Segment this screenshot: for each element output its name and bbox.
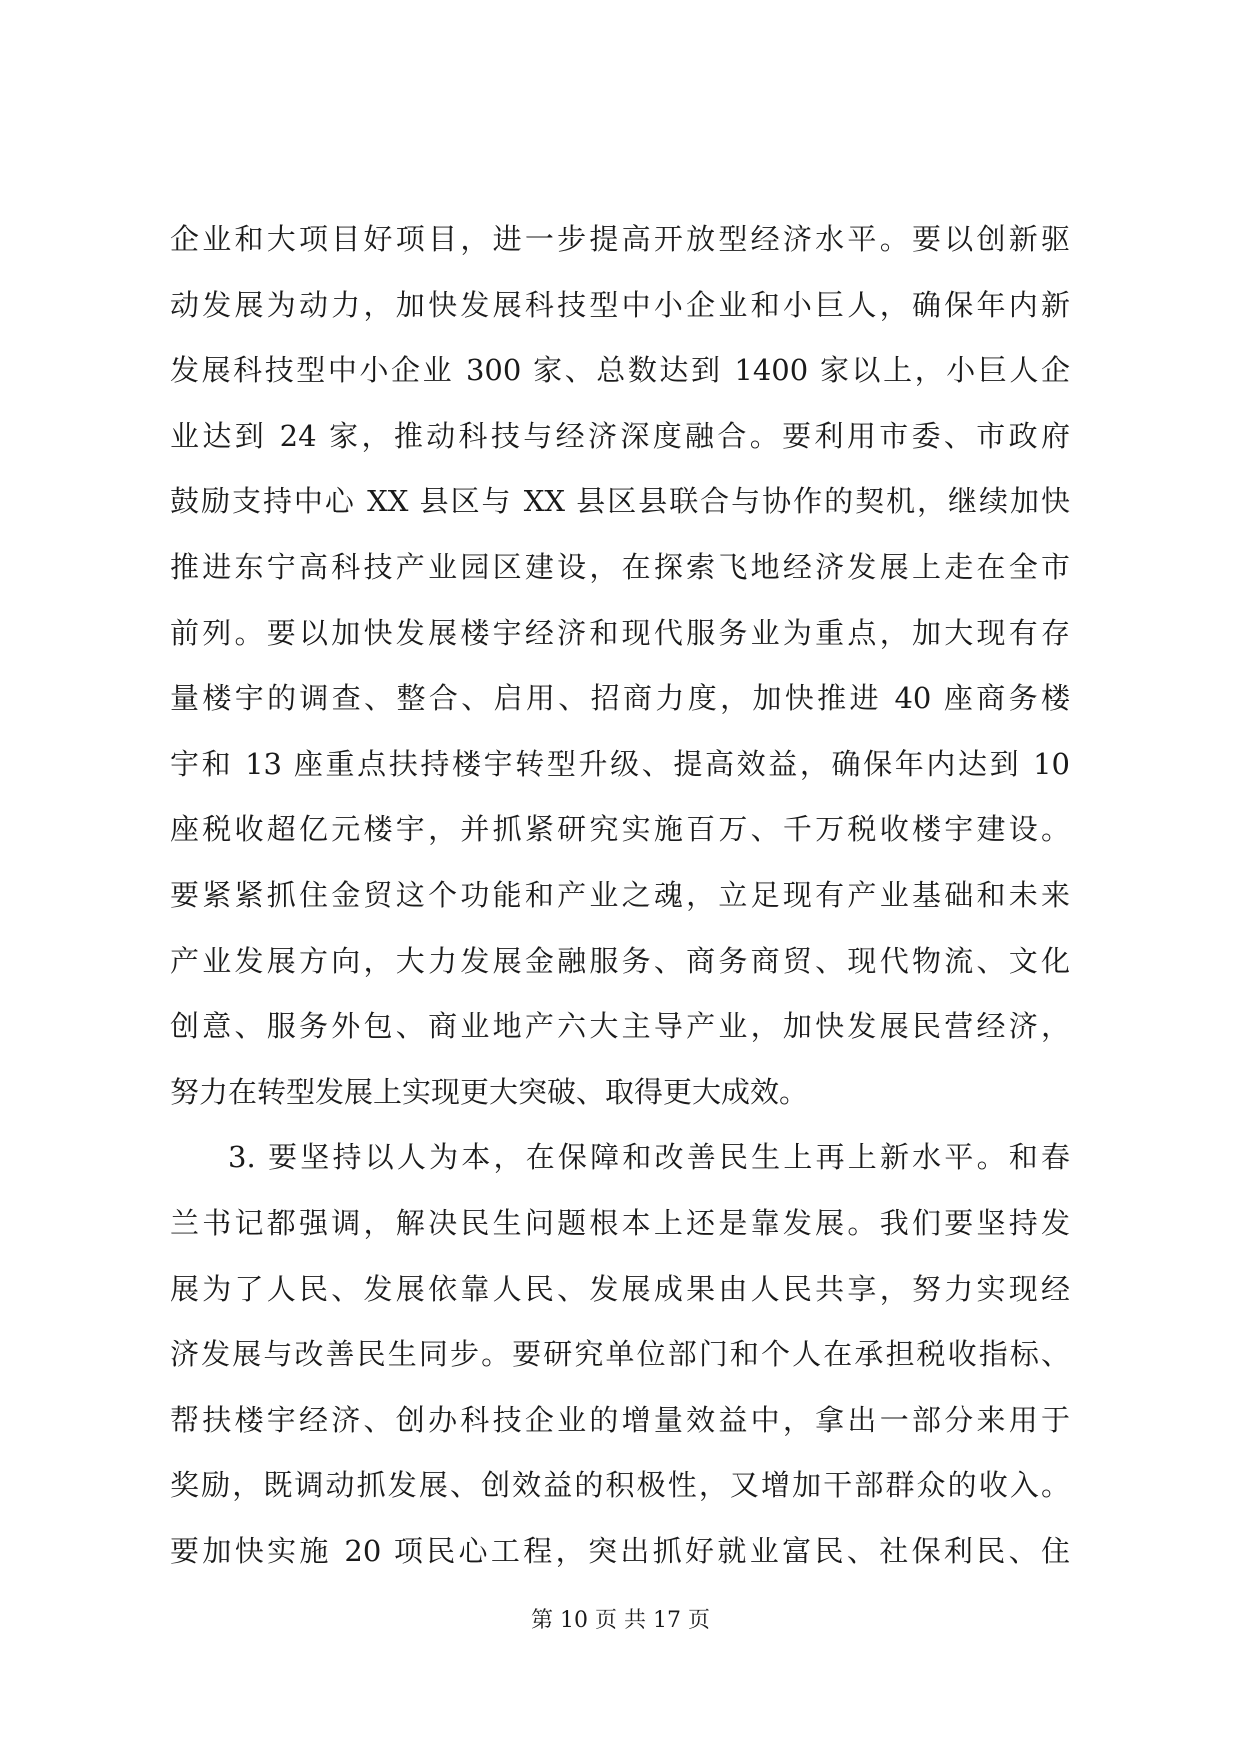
text-line: 量楼宇的调查、整合、启用、招商力度，加快推进 40 座商务楼 <box>170 681 1070 716</box>
text-line: 推进东宁高科技产业园区建设，在探索飞地经济发展上走在全市 <box>170 549 1070 584</box>
text-line: 座税收超亿元楼宇，并抓紧研究实施百万、千万税收楼宇建设。 <box>170 812 1070 847</box>
text-line: 要紧紧抓住金贸这个功能和产业之魂，立足现有产业基础和未来 <box>170 877 1070 912</box>
text-line: 动发展为动力，加快发展科技型中小企业和小巨人，确保年内新 <box>170 287 1070 322</box>
text-line: 创意、服务外包、商业地产六大主导产业，加快发展民营经济， <box>170 1009 1070 1044</box>
text-line: 展为了人民、发展依靠人民、发展成果由人民共享，努力实现经 <box>170 1271 1070 1306</box>
text-line: 前列。要以加快发展楼宇经济和现代服务业为重点，加大现有存 <box>170 615 1070 650</box>
paragraph-1 <box>170 207 1070 1125</box>
text-line: 鼓励支持中心 XX 县区与 XX 县区县联合与协作的契机，继续加快 <box>170 484 1070 519</box>
text-line: 帮扶楼宇经济、创办科技企业的增量效益中，拿出一部分来用于 <box>170 1402 1070 1437</box>
text-line: 要加快实施 20 项民心工程，突出抓好就业富民、社保利民、住 <box>170 1533 1070 1568</box>
text-line: 努力在转型发展上实现更大突破、取得更大成效。 <box>170 1074 809 1109</box>
page-number-footer: 第 10 页 共 17 页 <box>531 1608 710 1633</box>
text-line: 济发展与改善民生同步。要研究单位部门和个人在承担税收指标、 <box>170 1337 1070 1372</box>
text-line: 产业发展方向，大力发展金融服务、商务商贸、现代物流、文化 <box>170 943 1070 978</box>
text-line: 奖励，既调动抓发展、创效益的积极性，又增加干部群众的收入。 <box>170 1468 1070 1503</box>
text-line: 3. 要坚持以人为本，在保障和改善民生上再上新水平。和春 <box>228 1140 1070 1175</box>
text-line: 业达到 24 家，推动科技与经济深度融合。要利用市委、市政府 <box>170 418 1070 453</box>
text-line: 宇和 13 座重点扶持楼宇转型升级、提高效益，确保年内达到 10 <box>170 746 1070 781</box>
text-line: 兰书记都强调，解决民生问题根本上还是靠发展。我们要坚持发 <box>170 1205 1070 1240</box>
paragraph-2 <box>170 1125 1070 1584</box>
text-line: 发展科技型中小企业 300 家、总数达到 1400 家以上，小巨人企 <box>170 353 1070 388</box>
text-line: 企业和大项目好项目，进一步提高开放型经济水平。要以创新驱 <box>170 222 1070 256</box>
body-text <box>170 207 1070 1584</box>
